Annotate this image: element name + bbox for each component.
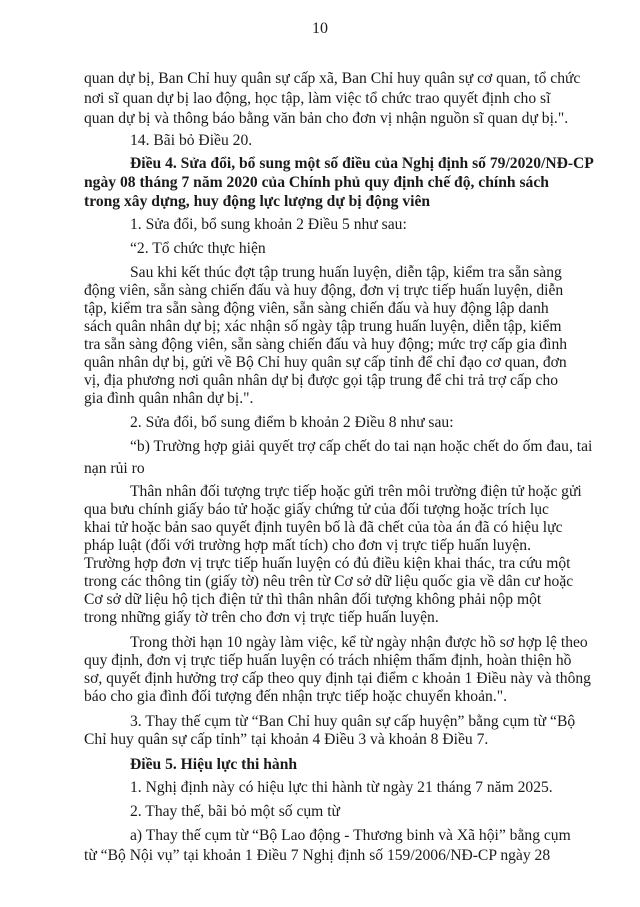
article-4-heading: Điều 4. Sửa đổi, bổ sung một số điều của Nghị định số 79/2020/NĐ-CP	[130, 155, 594, 172]
text-line: Trường hợp đơn vị trực tiếp huấn luyện có đủ điều kiện khai thác, tra cứu một	[84, 555, 571, 572]
text-line: khai tử hoặc bản sao quyết định tuyên bố là đã chết của tòa án đã có hiệu lực	[84, 519, 563, 536]
text-line: trong những giấy tờ trên cho đơn vị trực tiếp huấn luyện.	[84, 609, 439, 626]
article-4-heading: trong xây dựng, huy động lực lượng dự bị động viên	[84, 193, 431, 210]
text-line: Sau khi kết thúc đợt tập trung huấn luyện, diễn tập, kiểm tra sẵn sàng	[130, 264, 562, 281]
text-line: sách quân nhân dự bị; xác nhận số ngày tập trung huấn luyện, diễn tập, kiểm	[84, 318, 562, 335]
text-line: nạn rủi ro	[84, 460, 145, 477]
text-line: 2. Sửa đổi, bổ sung điểm b khoản 2 Điều 8 như sau:	[130, 414, 454, 431]
text-line: qua bưu chính giấy báo tử hoặc giấy chứng tử của đối tượng hoặc trích lục	[84, 501, 549, 518]
text-line: “b) Trường hợp giải quyết trợ cấp chết do tai nạn hoặc chết do ốm đau, tai	[130, 438, 593, 455]
text-line: 14. Bãi bỏ Điều 20.	[130, 132, 253, 149]
text-line: động viên, sẵn sàng chiến đấu và huy động, đơn vị trực tiếp huấn luyện, diễn	[84, 282, 564, 299]
text-line: 1. Sửa đổi, bổ sung khoản 2 Điều 5 như sau:	[130, 216, 407, 233]
text-line: báo cho gia đình đối tượng đến nhận trực tiếp hoặc chuyển khoản.".	[84, 688, 507, 705]
text-line: từ “Bộ Nội vụ” tại khoản 1 Điều 7 Nghị định số 159/2006/NĐ-CP ngày 28	[84, 847, 551, 864]
text-line: a) Thay thế cụm từ “Bộ Lao động - Thương binh và Xã hội” bằng cụm	[130, 827, 571, 844]
text-line: 3. Thay thế cụm từ “Ban Chỉ huy quân sự cấp huyện” bằng cụm từ “Bộ	[130, 713, 576, 730]
text-line: Trong thời hạn 10 ngày làm việc, kể từ ngày nhận được hồ sơ hợp lệ theo	[130, 634, 588, 651]
text-line: “2. Tổ chức thực hiện	[130, 240, 266, 257]
text-line: quân nhân dự bị, gửi về Bộ Chỉ huy quân sự cấp tỉnh để chỉ đạo cơ quan, đơn	[84, 354, 567, 371]
text-line: quan dự bị và thông báo bằng văn bản cho đơn vị nhận nguồn sĩ quan dự bị.".	[84, 110, 569, 127]
text-line: nơi sĩ quan dự bị lao động, học tập, làm việc tổ chức trao quyết định cho sĩ	[84, 90, 551, 107]
text-line: trong các thông tin (giấy tờ) nêu trên từ Cơ sở dữ liệu quốc gia về dân cư hoặc	[84, 573, 574, 590]
text-line: quy định, đơn vị trực tiếp huấn luyện có trách nhiệm thẩm định, hoàn thiện hồ	[84, 652, 572, 669]
text-line: sơ, quyết định hưởng trợ cấp theo quy định tại điểm c khoản 1 Điều này và thông	[84, 670, 591, 687]
page-number: 10	[312, 20, 328, 37]
text-line: pháp luật (đối với trường hợp mất tích) cho đơn vị trực tiếp huấn luyện.	[84, 537, 532, 554]
text-line: tập, kiểm tra sẵn sàng động viên, sẵn sàng chiến đấu và huy động lập danh	[84, 300, 549, 317]
article-5-heading: Điều 5. Hiệu lực thi hành	[130, 756, 298, 773]
text-line: Chỉ huy quân sự cấp tỉnh” tại khoản 4 Điều 3 và khoản 8 Điều 7.	[84, 731, 489, 748]
text-line: gia đình quân nhân dự bị.".	[84, 390, 254, 407]
text-line: quan dự bị, Ban Chỉ huy quân sự cấp xã, Ban Chỉ huy quân sự cơ quan, tổ chức	[84, 70, 581, 87]
text-line: Thân nhân đối tượng trực tiếp hoặc gửi trên môi trường điện tử hoặc gửi	[130, 483, 582, 500]
text-line: 1. Nghị định này có hiệu lực thi hành từ ngày 21 tháng 7 năm 2025.	[130, 779, 553, 796]
text-line: Cơ sở dữ liệu hộ tịch điện tử thì thân nhân đối tượng không phải nộp một	[84, 591, 542, 608]
text-line: 2. Thay thế, bãi bỏ một số cụm từ	[130, 803, 340, 820]
text-line: tra sẵn sàng động viên, sẵn sàng chiến đấu và huy động; mức trợ cấp gia đình	[84, 336, 568, 353]
article-4-heading: ngày 08 tháng 7 năm 2020 của Chính phủ quy định chế độ, chính sách	[84, 174, 549, 191]
text-line: vị, địa phương nơi quân nhân dự bị được gọi tập trung để chi trả trợ cấp cho	[84, 372, 559, 389]
